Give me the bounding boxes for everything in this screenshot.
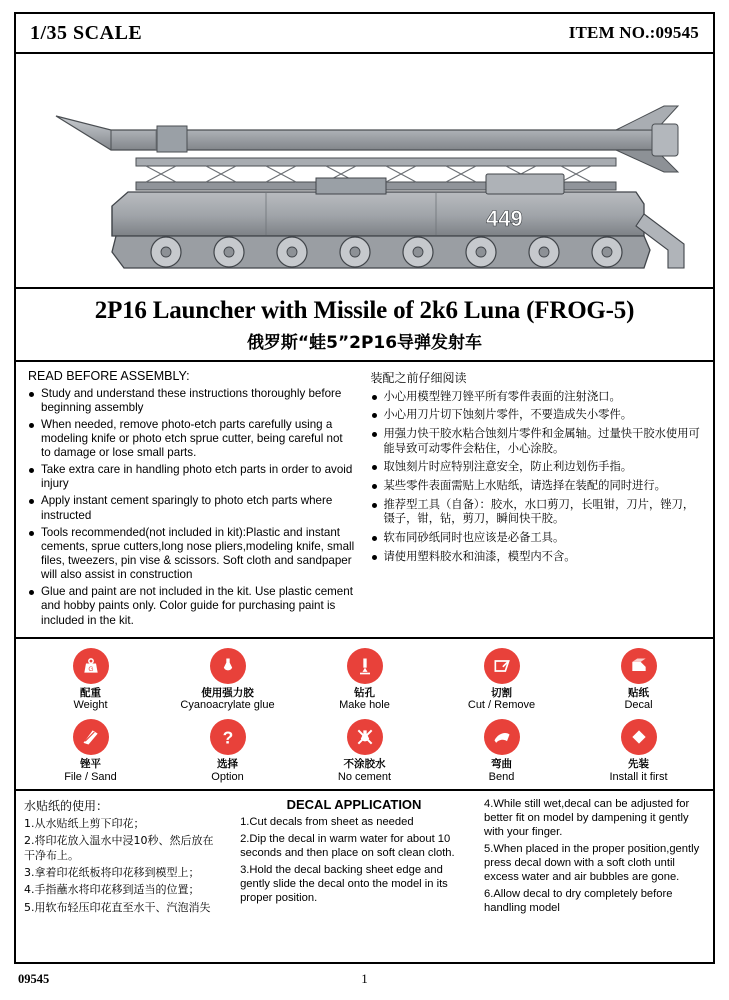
legend-label-en: Make hole [339,698,390,711]
legend-label-en: Option [211,770,244,783]
legend-label-cn: 弯曲 [491,758,512,771]
legend-file-sand [22,719,159,783]
legend-weight [22,648,159,712]
list-item: 4.While still wet,decal can be adjusted for better fit on model by dampening it gently with your finger. [484,798,690,839]
footer-item-number: 09545 [18,971,50,986]
decal-english-column-1 [232,797,476,958]
list-item: Apply instant cement sparingly to photo etch parts where instructed [28,494,355,522]
legend-label-cn: 锉平 [80,758,101,771]
decal-chinese-column [16,797,232,958]
legend-label-cn: 切割 [491,686,512,699]
title-block [14,289,715,362]
list-item: When needed, remove photo-etch parts carefully using a modeling knife or photo etch sprue cutter, being careful not to damage or lose small parts. [28,418,355,460]
glue-drop-icon [210,648,246,684]
scale-label: 1/35 SCALE [30,21,143,44]
legend-label-cn: 不涂胶水 [343,758,386,771]
list-item: 取蚀刻片时应特别注意安全，防止利边划伤手指。 [371,460,704,475]
legend-label-cn: 选择 [217,758,238,771]
item-number-label: ITEM NO.:09545 [568,23,699,42]
list-item: 3.拿着印花纸板将印花移到模型上； [24,866,200,880]
decal-english-column-2 [476,797,713,958]
legend-label-cn: 贴纸 [628,686,649,699]
list-item: 2.Dip the decal in warm water for about 10 seconds and then place on soft clean cloth. [240,833,455,860]
drill-hole-icon [347,648,383,684]
legend-label-cn: 钻孔 [354,686,375,699]
list-item: 软布同砂纸同时也应该是必备工具。 [371,531,704,546]
title-english: 2P16 Launcher with Missile of 2k6 Luna (FROG-5) [94,297,635,324]
legend-no-cement [296,719,433,783]
legend-label-cn: 先装 [628,758,649,771]
svg-text:G: G [87,665,94,673]
legend-label-cn: 使用强力胶 [201,686,254,699]
list-item: 3.Hold the decal backing sheet edge and gently slide the decal onto the model in its proper position. [240,864,448,905]
bend-icon [484,719,520,755]
legend-label-en: Install it first [609,770,668,783]
legend-label-en: Weight [73,698,108,711]
list-item: 某些零件表面需贴上水贴纸，请选择在装配的同时进行。 [371,479,704,494]
vehicle-number: 449 [486,206,523,231]
legend-install-first [570,719,707,783]
list-item: 小心用刀片切下蚀刻片零件，不要造成失小零件。 [371,408,704,423]
legend-decal [570,648,707,712]
legend-drill [296,648,433,712]
instructions-english-column [16,369,365,631]
list-item: 6.Allow decal to dry completely before handling model [484,888,673,915]
symbol-legend-row-2 [22,719,707,783]
header-bar [14,12,715,54]
decal-heading-cn: 水贴纸的使用： [24,799,109,814]
list-item: 2.将印花放入温水中浸10秒、然后放在干净布上。 [24,834,214,862]
legend-label-en: File / Sand [64,770,117,783]
no-cement-icon [347,719,383,755]
legend-label-en: No cement [337,770,392,783]
legend-bend [433,719,570,783]
footer [14,964,715,990]
list-item: 小心用模型锉刀锉平所有零件表面的注射浇口。 [371,390,704,405]
instructions-heading-cn: 装配之前仔细阅读 [370,370,467,385]
instructions-chinese-column [365,369,714,631]
list-item: 5.When placed in the proper position,gently press decal down with a soft cloth until excess water and air bubbles are gone. [484,843,700,884]
option-icon [210,719,246,755]
legend-cut [433,648,570,712]
instructions-list-en [28,387,355,628]
legend-label-en: Cyanoacrylate glue [180,698,275,711]
file-sand-icon [73,719,109,755]
symbol-legend [14,639,715,791]
instructions-heading-en: READ BEFORE ASSEMBLY: [28,368,190,383]
decal-icon [621,648,657,684]
decal-application-section [14,791,715,964]
vehicle-illustration [14,54,715,289]
list-item: Tools recommended(not included in kit):Plastic and instant cements, sprue cutters,long nose pliers,modeling knife, small files, tweezers, pin vise & scissors. Soft cloth and sandpaper will also assist in construction [28,526,355,583]
instructions-list-cn [371,390,704,565]
install-first-icon [621,719,657,755]
list-item: 用强力快干胶水粘合蚀刻片零件和金属轴。过量快干胶水使用可能导致可动零件会粘住，小心涂胶。 [371,427,704,456]
legend-glue [159,648,296,712]
cut-remove-icon [484,648,520,684]
page-number: 1 [361,971,368,986]
legend-label-en: Cut / Remove [467,698,536,711]
weight-icon [73,648,109,684]
symbol-legend-row-1 [22,648,707,712]
legend-label-cn: 配重 [80,686,101,699]
instructions-section [14,362,715,639]
list-item: 1.从水贴纸上剪下印花； [24,817,145,831]
list-item: 1.Cut decals from sheet as needed [240,816,414,829]
decal-heading-en: DECAL APPLICATION [286,797,422,813]
list-item: 5.用软布轻压印花直至水干、汽泡消失 [24,900,211,914]
legend-option [159,719,296,783]
title-chinese: 俄罗斯“蛙5”2P16导弹发射车 [246,332,483,353]
list-item: Study and understand these instructions thoroughly before beginning assembly [28,387,355,415]
list-item: Take extra care in handling photo etch parts in order to avoid injury [28,463,355,491]
list-item: 推荐型工具（自备）：胶水，水口剪刀，长咀钳，刀片，锉刀，镊子，钳，钻，剪刀，瞬间快干胶。 [371,498,704,527]
list-item: Glue and paint are not included in the kit. Use plastic cement and hobby paints only. Color guide for purchasing paint is included in the kit. [28,585,355,627]
list-item: 4.手指蘸水将印花移到适当的位置； [24,883,200,897]
legend-label-en: Bend [488,770,515,783]
list-item: 请使用塑料胶水和油漆，模型内不含。 [371,550,704,565]
svg-text:?: ? [222,727,233,748]
legend-label-en: Decal [624,698,653,711]
